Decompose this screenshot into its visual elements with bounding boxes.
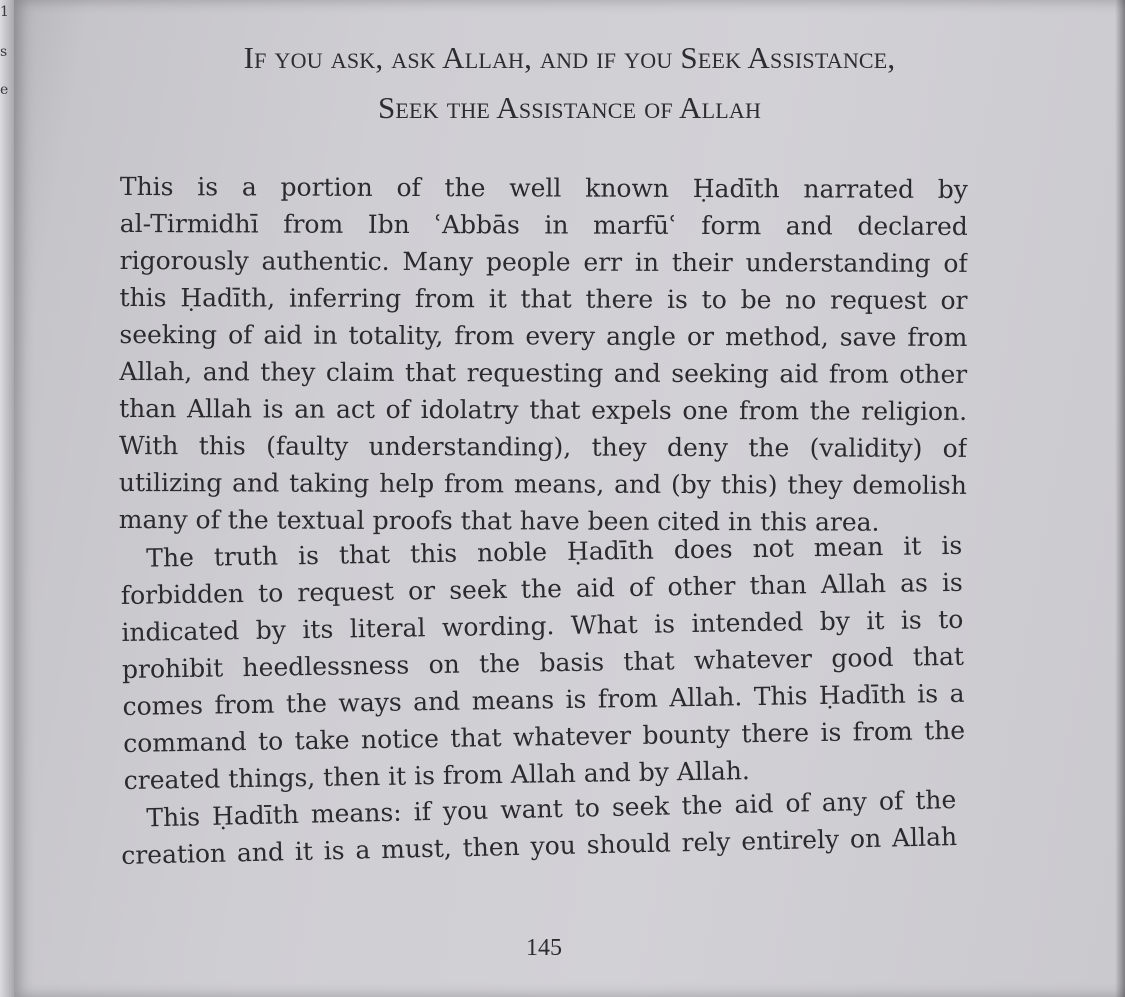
text-line: than Allah is an act of idolatry that expels one from the religion.	[119, 393, 968, 426]
facing-page-fragment: s	[0, 44, 8, 60]
text-line: many of the textual proofs that have been cited in this area.	[118, 504, 880, 537]
page-edge-shadow	[1115, 0, 1125, 997]
paragraph-1	[119, 168, 968, 541]
text-line: al-Tirmidhī from Ibn ʿAbbās in marfūʿ form and declared	[119, 208, 968, 241]
text-line: created things, then it is from Allah and by Allah.	[123, 756, 751, 795]
text-line: With this (faulty understanding), they deny the (validity) of	[118, 430, 968, 463]
page-number: 145	[526, 935, 562, 961]
text-line: this Ḥadīth, inferring from it that there is to be no request or	[119, 282, 968, 315]
text-line: creation and it is a must, then you should rely entirely on Allah	[120, 822, 958, 870]
chapter-heading-line-1: If you ask, ask Allah, and if you Seek Assistance,	[243, 40, 896, 75]
chapter-heading-line-2: Seek the Assistance of Allah	[377, 90, 762, 125]
text-line: This is a portion of the well known Ḥadīth narrated by	[119, 171, 968, 204]
facing-page-fragment: e	[0, 82, 9, 98]
text-line: utilizing and taking help from means, and (by this) they demolish	[118, 467, 967, 500]
paragraph-2	[120, 527, 966, 799]
facing-page-edge	[0, 0, 14, 997]
text-line: command to take notice that whatever bounty there is from the	[122, 715, 966, 758]
facing-page-fragment: 1	[0, 4, 9, 20]
text-line: The truth is that this noble Ḥadīth does not mean it is	[146, 530, 963, 573]
text-line: rigorously authentic. Many people err in their understanding of	[119, 245, 968, 278]
text-line: seeking of aid in totality, from every angle or method, save from	[119, 319, 968, 352]
text-line: prohibit heedlessness on the basis that whatever good that	[121, 641, 965, 684]
text-line: forbidden to request or seek the aid of other than Allah as is	[120, 567, 963, 610]
text-line: This Ḥadīth means: if you want to seek the aid of any of the	[146, 785, 957, 833]
book-page	[14, 0, 1125, 997]
text-line: Allah, and they claim that requesting and seeking aid from other	[119, 356, 968, 389]
text-line: indicated by its literal wording. What is intended by it is to	[121, 604, 964, 647]
text-line: comes from the ways and means is from Allah. This Ḥadīth is a	[122, 678, 965, 721]
